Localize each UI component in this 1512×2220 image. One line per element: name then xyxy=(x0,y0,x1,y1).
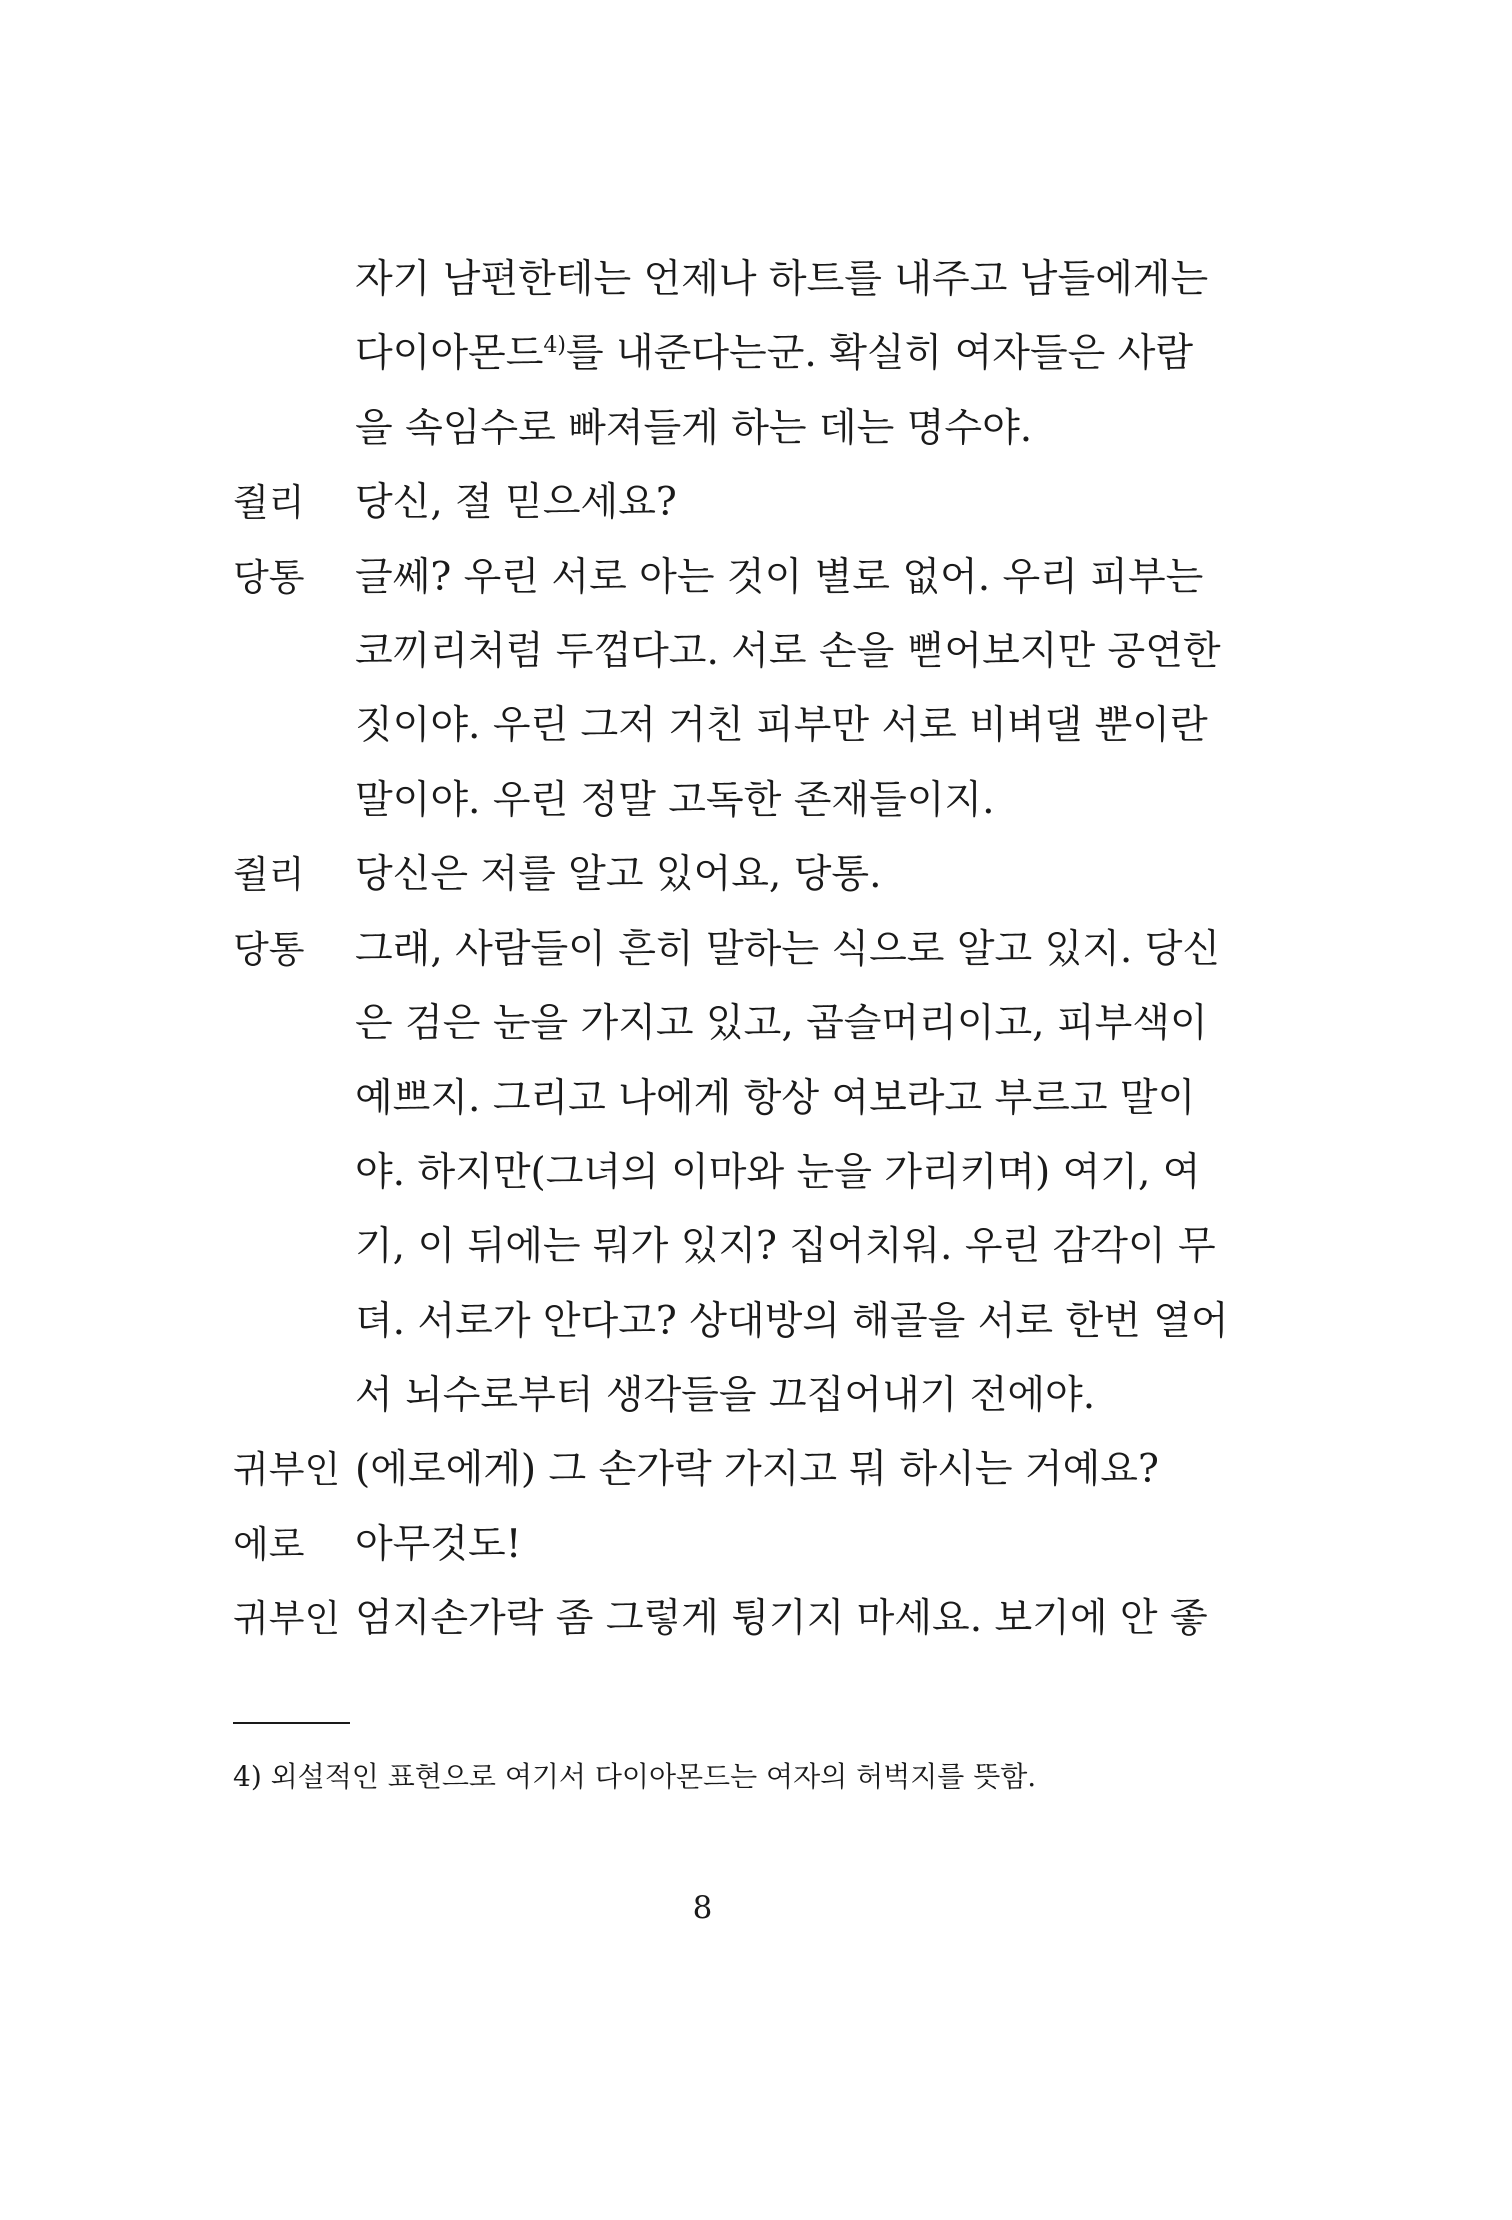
text-line xyxy=(355,328,1194,380)
speaker-name: 쥘리 xyxy=(233,853,305,896)
text-line: 뎌. 서로가 안다고? 상대방의 해골을 서로 한번 열어 xyxy=(355,1299,1229,1344)
text-line: 서 뇌수로부터 생각들을 끄집어내기 전에야. xyxy=(355,1373,1096,1418)
speaker-name: 당통 xyxy=(233,556,305,599)
text-line: 자기 남편한테는 언제나 하트를 내주고 남들에게는 xyxy=(355,257,1209,302)
text-line: 을 속임수로 빠져들게 하는 데는 명수야. xyxy=(355,406,1033,451)
speaker-name: 에로 xyxy=(233,1523,305,1566)
text-line: 당신, 절 믿으세요? xyxy=(355,480,677,525)
text-line: 당신은 저를 알고 있어요, 당통. xyxy=(355,852,882,897)
text-line: 그래, 사람들이 흔히 말하는 식으로 알고 있지. 당신 xyxy=(355,927,1221,972)
page-number: 8 xyxy=(692,1890,713,1926)
text-line: 예쁘지. 그리고 나에게 항상 여보라고 부르고 말이 xyxy=(355,1076,1196,1121)
text-segment: 다이아몬드 xyxy=(355,331,544,376)
text-segment: 를 내준다는군. 확실히 여자들은 사람 xyxy=(565,331,1194,376)
speaker-name: 쥘리 xyxy=(233,481,305,524)
text-line: 말이야. 우린 정말 고독한 존재들이지. xyxy=(355,778,995,823)
footnote-text: 4) 외설적인 표현으로 여기서 다이아몬드는 여자의 허벅지를 뜻함. xyxy=(233,1760,1037,1793)
text-line: 야. 하지만(그녀의 이마와 눈을 가리키며) 여기, 여 xyxy=(355,1150,1201,1195)
text-line: 기, 이 뒤에는 뭐가 있지? 집어치워. 우린 감각이 무 xyxy=(355,1224,1216,1269)
footnote-divider xyxy=(233,1722,350,1724)
text-line: 글쎄? 우린 서로 아는 것이 별로 없어. 우리 피부는 xyxy=(355,555,1204,600)
text-line: 엄지손가락 좀 그렇게 튕기지 마세요. 보기에 안 좋 xyxy=(355,1596,1208,1641)
speaker-name: 당통 xyxy=(233,928,305,971)
text-line: 아무것도! xyxy=(355,1522,522,1567)
text-line: 은 검은 눈을 가지고 있고, 곱슬머리이고, 피부색이 xyxy=(355,1001,1208,1046)
speaker-name: 귀부인 xyxy=(233,1448,341,1491)
text-line: (에로에게) 그 손가락 가지고 뭐 하시는 거예요? xyxy=(355,1447,1159,1492)
text-line: 코끼리처럼 두껍다고. 서로 손을 뻗어보지만 공연한 xyxy=(355,629,1221,674)
text-line: 짓이야. 우린 그저 거친 피부만 서로 비벼댈 뿐이란 xyxy=(355,703,1208,748)
speaker-name: 귀부인 xyxy=(233,1597,341,1640)
footnote-reference[interactable]: 4) xyxy=(543,333,566,358)
